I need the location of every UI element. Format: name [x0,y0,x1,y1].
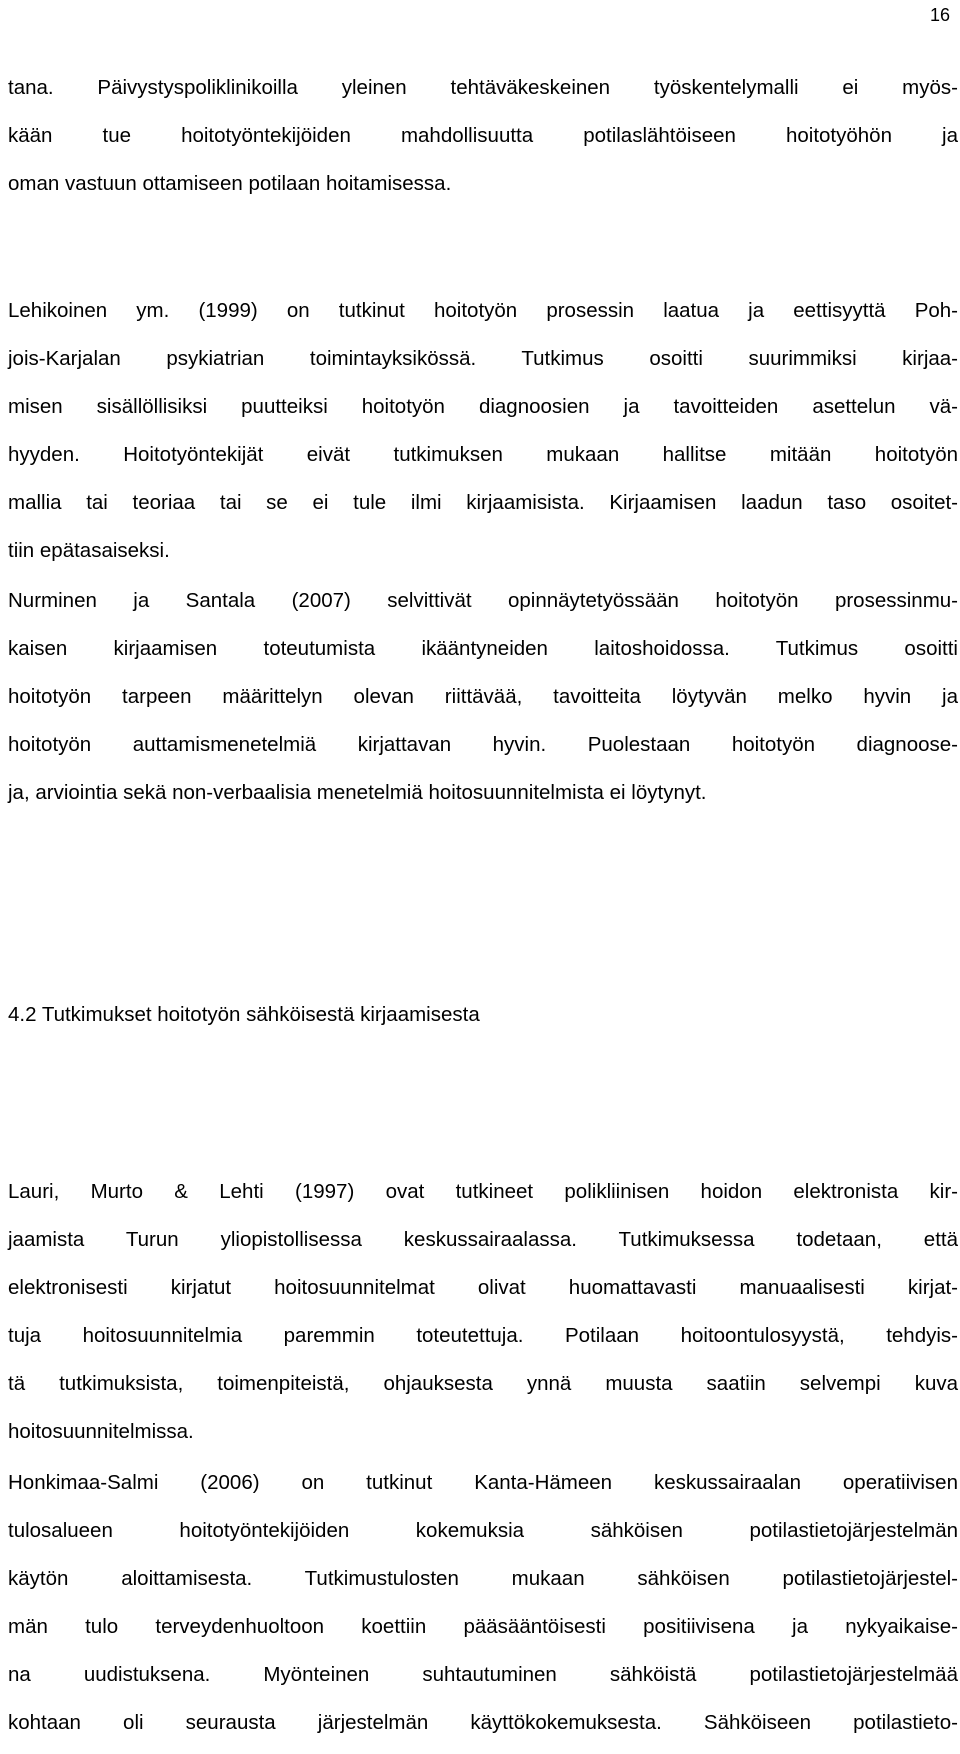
text-line: tuja hoitosuunnitelmia paremmin toteutettuja. Potilaan hoitoontulosyystä, tehdyis- [8,1324,958,1347]
section-heading: 4.2 Tutkimukset hoitotyön sähköisestä kirjaamisesta [8,1003,480,1026]
text-line: tä tutkimuksista, toimenpiteistä, ohjauksesta ynnä muusta saatiin selvempi kuva [8,1372,958,1395]
text-line: ja, arviointia sekä non-verbaalisia menetelmiä hoitosuunnitelmista ei löytynyt. [8,781,707,804]
text-line: oman vastuun ottamiseen potilaan hoitamisessa. [8,172,452,195]
paragraph-2 [8,287,958,575]
text-line: Honkimaa-Salmi (2006) on tutkinut Kanta-Hämeen keskussairaalan operatiivisen [8,1471,958,1494]
paragraph-1 [8,64,958,208]
text-line: hoitosuunnitelmissa. [8,1420,194,1443]
text-line: jaamista Turun yliopistollisessa keskussairaalassa. Tutkimuksessa todetaan, että [8,1228,958,1251]
text-line: na uudistuksena. Myönteinen suhtautuminen sähköistä potilastietojärjestelmää [8,1663,958,1686]
text-line: jois-Karjalan psykiatrian toimintayksikössä. Tutkimus osoitti suurimmiksi kirjaa- [8,347,958,370]
text-line: Lehikoinen ym. (1999) on tutkinut hoitotyön prosessin laatua ja eettisyyttä Poh- [8,299,958,322]
text-line: kään tue hoitotyöntekijöiden mahdollisuutta potilaslähtöiseen hoitotyöhön ja [8,124,958,147]
text-line: kaisen kirjaamisen toteutumista ikääntyneiden laitoshoidossa. Tutkimus osoitti [8,637,958,660]
text-line: tulosalueen hoitotyöntekijöiden kokemuksia sähköisen potilastietojärjestelmän [8,1519,958,1542]
text-line: misen sisällöllisiksi puutteiksi hoitotyön diagnoosien ja tavoitteiden asettelun vä- [8,395,958,418]
text-line: män tulo terveydenhuoltoon koettiin pääsääntöisesti positiivisena ja nykyaikaise- [8,1615,958,1638]
text-line: tana. Päivystyspoliklinikoilla yleinen tehtäväkeskeinen työskentelymalli ei myös- [8,76,958,99]
text-line: Nurminen ja Santala (2007) selvittivät opinnäytetyössään hoitotyön prosessinmu- [8,589,958,612]
text-line: hoitotyön auttamismenetelmiä kirjattavan hyvin. Puolestaan hoitotyön diagnoose- [8,733,958,756]
text-line: elektronisesti kirjatut hoitosuunnitelmat olivat huomattavasti manuaalisesti kirjat- [8,1276,958,1299]
paragraph-4 [8,1168,958,1456]
text-line: hoitotyön tarpeen määrittelyn olevan riittävää, tavoitteita löytyvän melko hyvin ja [8,685,958,708]
text-line: hyyden. Hoitotyöntekijät eivät tutkimuksen mukaan hallitse mitään hoitotyön [8,443,958,466]
text-line: kohtaan oli seurausta järjestelmän käyttökokemuksesta. Sähköiseen potilastieto- [8,1711,958,1734]
paragraph-5 [8,1459,958,1747]
paragraph-3 [8,577,958,817]
text-line: tiin epätasaiseksi. [8,539,170,562]
text-line: mallia tai teoriaa tai se ei tule ilmi kirjaamisista. Kirjaamisen laadun taso osoitet- [8,491,958,514]
page-number: 16 [929,5,950,25]
text-line: Lauri, Murto & Lehti (1997) ovat tutkineet polikliinisen hoidon elektronista kir- [8,1180,958,1203]
text-line: käytön aloittamisesta. Tutkimustulosten mukaan sähköisen potilastietojärjestel- [8,1567,958,1590]
